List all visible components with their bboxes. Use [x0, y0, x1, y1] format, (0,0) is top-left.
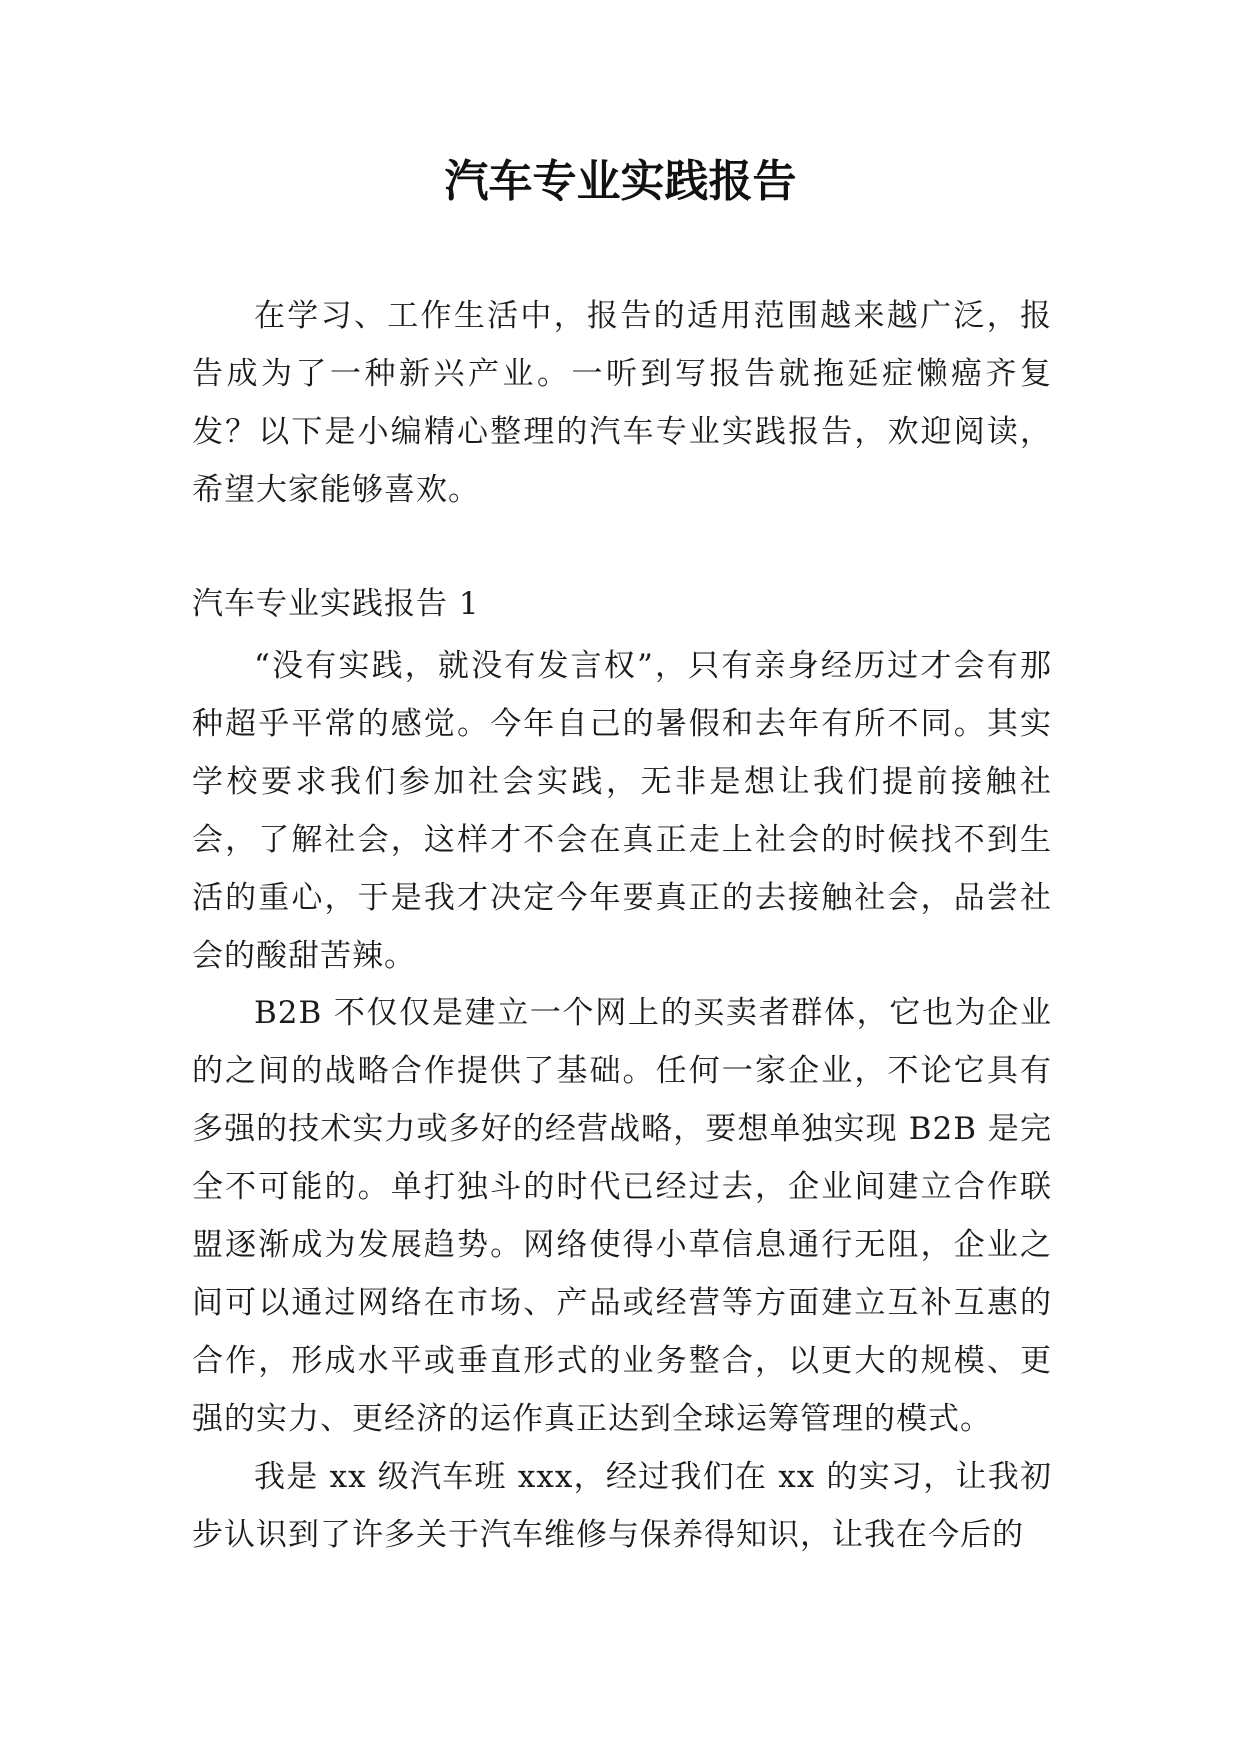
intro-paragraph: 在学习、工作生活中，报告的适用范围越来越广泛，报告成为了一种新兴产业。一听到写报告就拖延症懒癌齐复发？以下是小编精心整理的汽车专业实践报告，欢迎阅读，希望大家能够喜欢。	[192, 298, 1052, 508]
section-heading: 汽车专业实践报告 1	[192, 586, 480, 622]
body-paragraph-3: 我是 xx 级汽车班 xxx，经过我们在 xx 的实习，让我初步认识到了许多关于汽车维修与保养得知识，让我在今后的	[192, 1459, 1052, 1553]
body-paragraph-1: “没有实践，就没有发言权”，只有亲身经历过才会有那种超乎平常的感觉。今年自己的暑假和去年有所不同。其实学校要求我们参加社会实践，无非是想让我们提前接触社会，了解社会，这样才不会在真正走上社会的时候找不到生活的重心，于是我才决定今年要真正的去接触社会，品尝社会的酸甜苦辣。	[192, 648, 1052, 974]
document-title: 汽车专业实践报告	[444, 156, 797, 207]
body-paragraph-2: B2B 不仅仅是建立一个网上的买卖者群体，它也为企业的之间的战略合作提供了基础。任何一家企业，不论它具有多强的技术实力或多好的经营战略，要想单独实现 B2B 是完全不可能的。单打独斗的时代已经过去，企业间建立合作联盟逐渐成为发展趋势。网络使得小草信息通行无阻，企业之间可以通过网络在市场、产品或经营等方面建立互补互惠的合作，形成水平或垂直形式的业务整合，以更大的规模、更强的实力、更经济的运作真正达到全球运筹管理的模式。	[192, 995, 1052, 1437]
